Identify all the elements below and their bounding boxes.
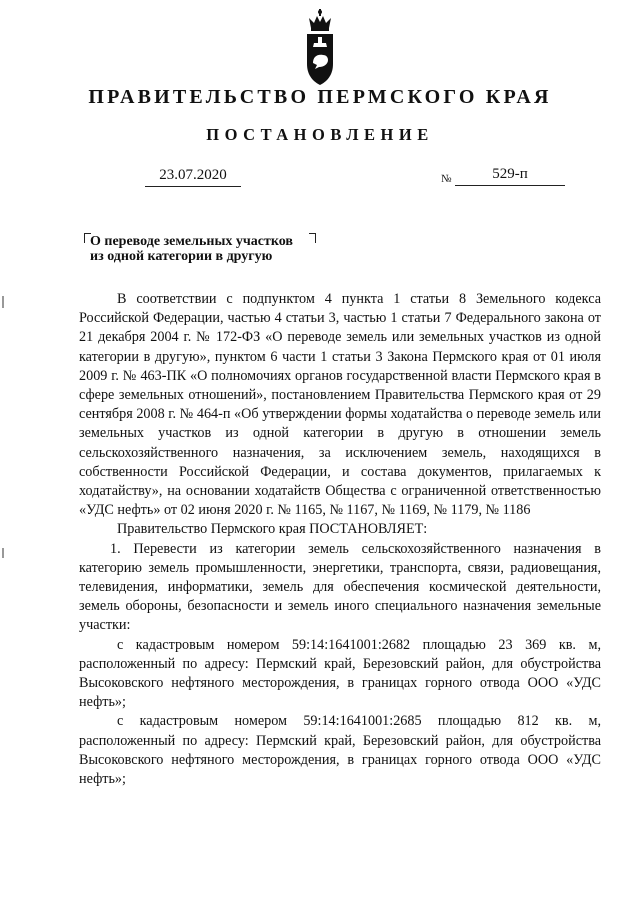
coat-of-arms-icon	[302, 8, 338, 88]
subject-line-2: из одной категории в другую	[90, 249, 273, 264]
parcel-1-paragraph: с кадастровым номером 59:14:1641001:2682 площадью 23 369 кв. м, расположенный по адресу: Пермский край, Березовский район, для обустройства Высоковского нефтяного месторождения, в границах горного отвода ООО «УДС нефть»;	[79, 636, 601, 711]
subject-line-1: О переводе земельных участков	[90, 234, 293, 249]
parcel-2-paragraph: с кадастровым номером 59:14:1641001:2685 площадью 812 кв. м, расположенный по адресу: Пермский край, Березовский район, для обустройства Высоковского нефтяного месторождения, в границах горного отвода ООО «УДС нефть»;	[79, 713, 601, 788]
document-type: ПОСТАНОВЛЕНИЕ	[206, 125, 434, 144]
document-number: 529-п	[455, 166, 565, 186]
organization-title: ПРАВИТЕЛЬСТВО ПЕРМСКОГО КРАЯ	[88, 86, 552, 108]
document-body	[79, 290, 601, 789]
item-1-paragraph: 1. Перевести из категории земель сельскохозяйственного назначения в категорию земель промышленности, энергетики, транспорта, связи, радиовещания, телевидения, информатики, земель для обеспечения космической деятельности, земель обороны, безопасности и земель иного специального назначения земельные участки:	[79, 540, 601, 634]
document-date: 23.07.2020	[145, 167, 241, 187]
preamble-paragraph: В соответствии с подпунктом 4 пункта 1 статьи 8 Земельного кодекса Российской Федерации, частью 4 статьи 3, частью 1 статьи 7 Федерального закона от 21 декабря 2004 г. № 172-ФЗ «О переводе земель или земельных участков из одной категории в другую», пунктом 6 части 1 статьи 3 Закона Пермского края от 01 июля 2009 г. № 463-ПК «О полномочиях органов государственной власти Пермского края в сфере земельных отношений», постановлением Правительства Пермского края от 29 сентября 2008 г. № 464-п «Об утверждении формы ходатайства о переводе земель или земельных участков из одной категории в другую в отношении земель сельскохозяйственного назначения, за исключением земель, находящихся в собственности Российской Федерации, и состава документов, прилагаемых к ходатайству», на основании ходатайств Общества с ограниченной ответственностью «УДС нефть» от 02 июня 2020 г. № 1165, № 1167, № 1169, № 1179, № 1186	[79, 291, 601, 519]
scan-margin-mark	[2, 548, 4, 558]
number-sign: №	[441, 173, 452, 185]
document-subject	[90, 234, 330, 264]
scan-margin-mark	[2, 296, 4, 308]
resolution-paragraph: Правительство Пермского края ПОСТАНОВЛЯЕТ:	[117, 521, 428, 538]
